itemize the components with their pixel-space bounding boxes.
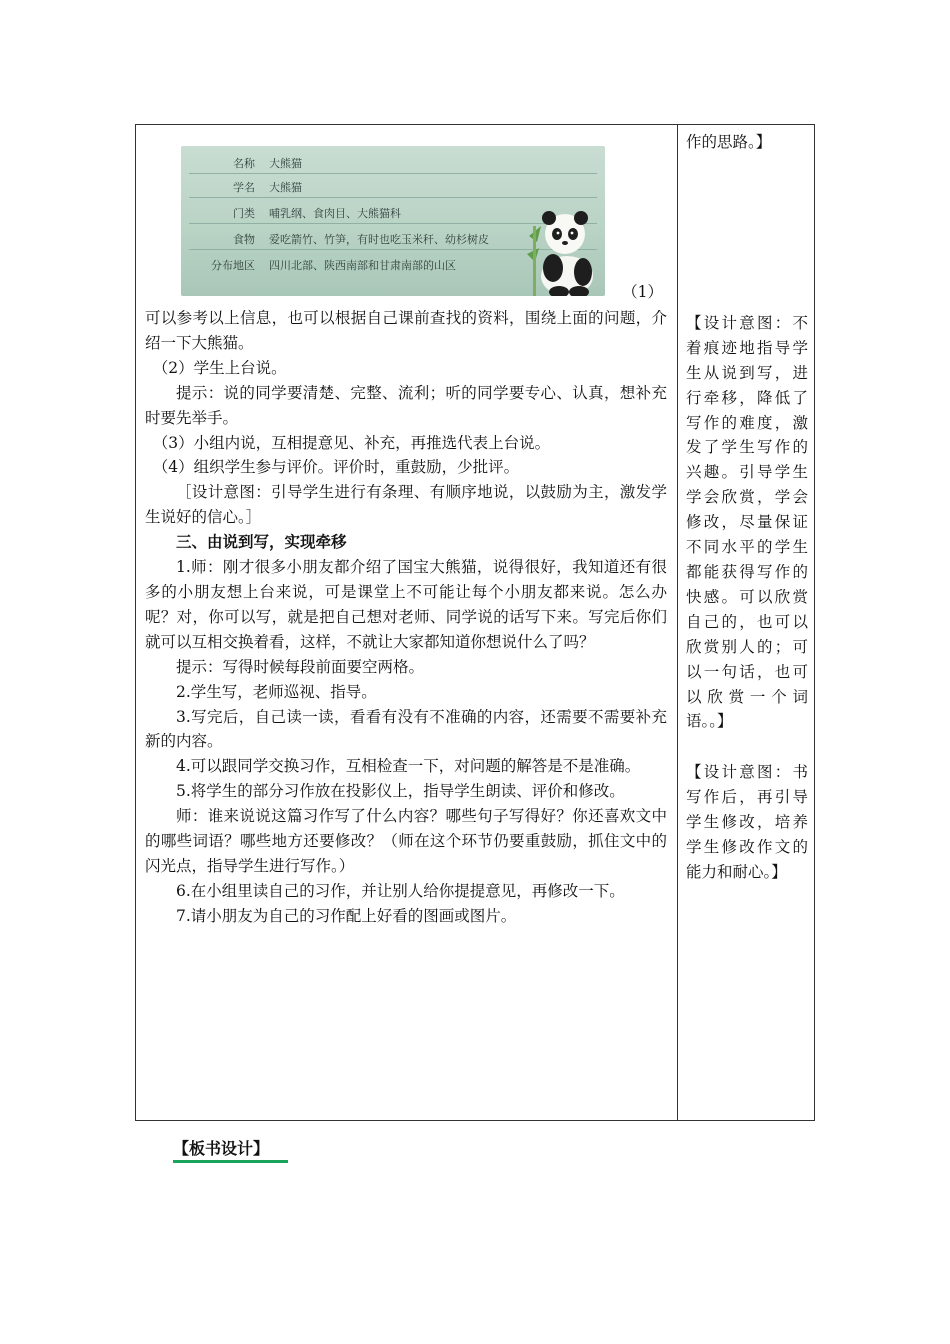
board-design-heading (173, 1136, 288, 1163)
design-notes-column (686, 130, 808, 885)
title-underline (173, 1160, 288, 1163)
paragraph: 2.学生写，老师巡视、指导。 (176, 682, 377, 701)
paragraph: 6.在小组里读自己的习作，并让别人给你提提意见，再修改一下。 (176, 881, 625, 900)
paragraph: （4）组织学生参与评价。评价时，重鼓励，少批评。 (152, 458, 520, 477)
column-divider (677, 124, 678, 1121)
image-row (145, 130, 667, 306)
info-label: 门类 (233, 207, 255, 220)
info-label: 分布地区 (211, 259, 255, 272)
paragraph: 可以参考以上信息，也可以根据自己课前查找的资料，围绕上面的问题，介绍一下大熊猫。 (145, 309, 667, 352)
info-row (181, 152, 605, 176)
board-design-title: 【板书设计】 (173, 1139, 270, 1158)
paragraph: ［设计意图：引导学生进行有条理、有顺序地说，以鼓励为主，激发学生说好的信心。］ (145, 483, 667, 527)
paragraph: 5.将学生的部分习作放在投影仪上，指导学生朗读、评价和修改。 (176, 782, 625, 801)
info-value: 大熊猫 (269, 181, 302, 194)
paragraph: 提示：写得时候每段前面要空两格。 (176, 657, 425, 676)
main-column (145, 130, 667, 929)
panda-icon (523, 196, 603, 296)
paragraph: 提示：说的同学要清楚、完整、流利；听的同学要专心、认真，想补充时要先举手。 (145, 383, 667, 427)
paragraph: 1.师：刚才很多小朋友都介绍了国宝大熊猫，说得很好，我知道还有很多的小朋友想上台来说，可是课堂上不可能让每个小朋友都来说。怎么办呢？对，你可以写，就是把自己想对老师、同学说的话写下来。写完后你们就可以互相交换着看，这样，不就让大家都知道你想说什么了吗？ (145, 558, 667, 651)
design-note: 【设计意图：不着痕迹地指导学生从说到写，进行牵移，降低了写作的难度，激发了学生写作的兴趣。引导学生学会欣赏，学会修改，尽量保证不同水平的学生都能获得写作的快感。可以欣赏自己的，也可以欣赏别人的；可以一句话，也可以欣赏一个词语。。】 (686, 313, 808, 731)
section-heading: 三、由说到写，实现牵移 (176, 532, 347, 552)
paragraph: 4.可以跟同学交换习作，互相检查一下，对问题的解答是不是准确。 (176, 757, 641, 776)
info-label: 食物 (233, 233, 255, 246)
info-label: 名称 (233, 157, 255, 170)
info-value: 哺乳纲、食肉目、大熊猫科 (269, 207, 401, 220)
design-note: 作的思路。】 (686, 133, 772, 151)
paragraph: （3）小组内说，互相提意见、补充，再推选代表上台说。 (152, 433, 551, 452)
info-label: 学名 (233, 181, 255, 194)
item-number: （1） (622, 283, 663, 301)
info-value: 大熊猫 (269, 157, 302, 170)
design-note: 【设计意图：书写作后，再引导学生修改，培养学生修改作文的能力和耐心。】 (686, 763, 808, 881)
paragraph: 3.写完后，自己读一读，看看有没有不准确的内容，还需要不需要补充新的内容。 (145, 707, 667, 751)
info-value: 爱吃箭竹、竹笋，有时也吃玉米秆、幼杉树皮 (269, 233, 489, 246)
paragraph: 师：谁来说说这篇习作写了什么内容？哪些句子写得好？你还喜欢文中的哪些词语？哪些地方还要修改？（师在这个环节仍要重鼓励，抓住文中的闪光点，指导学生进行写作。） (145, 807, 667, 875)
paragraph: 7.请小朋友为自己的习作配上好看的图画或图片。 (176, 906, 517, 925)
paragraph: （2）学生上台说。 (152, 358, 287, 377)
panda-info-card (181, 146, 605, 296)
info-value: 四川北部、陕西南部和甘肃南部的山区 (269, 259, 456, 272)
